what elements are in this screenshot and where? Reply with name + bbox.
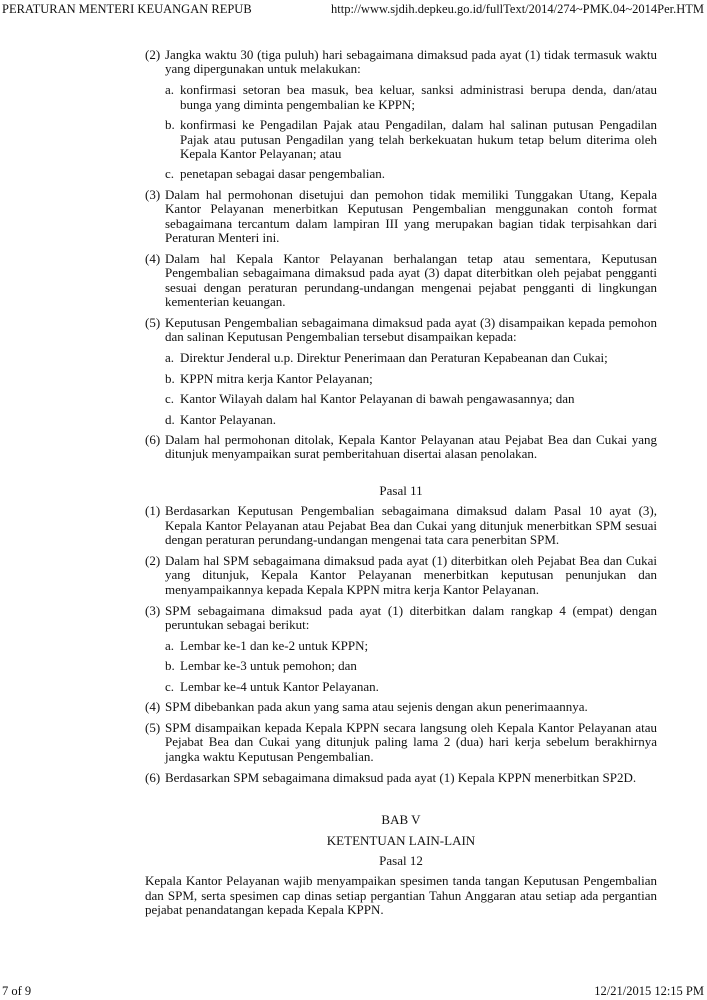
- ayat-6: [145, 433, 657, 462]
- ayat-3: [145, 604, 657, 633]
- sub-item-d: [165, 413, 657, 427]
- ayat-text: Dalam hal permohonan ditolak, Kepala Kantor Pelayanan atau Pejabat Bea dan Cukai yang ditunjuk menyampaikan surat pemberitahuan disertai alasan penolakan.: [165, 431, 657, 462]
- ayat-text: SPM sebagaimana dimaksud pada ayat (1) diterbitkan dalam rangkap 4 (empat) dengan peruntukan sebagai berikut:: [165, 602, 657, 632]
- sub-item-letter: b.: [165, 658, 175, 674]
- sub-item-text: konfirmasi setoran bea masuk, bea keluar, sanksi administrasi berupa denda, dan/atau bunga yang diminta pengembalian ke KPPN;: [180, 82, 657, 112]
- sub-item-letter: b.: [165, 370, 175, 386]
- sub-item-b: [165, 372, 657, 386]
- sub-item-text: Lembar ke-1 dan ke-2 untuk KPPN;: [180, 637, 369, 653]
- sub-item-c: [165, 392, 657, 406]
- sub-item-text: penetapan sebagai dasar pengembalian.: [180, 166, 386, 182]
- sub-item-letter: a.: [165, 350, 175, 366]
- document-body: [145, 48, 657, 918]
- sub-item-letter: a.: [165, 637, 175, 653]
- sub-item-c: [165, 167, 657, 181]
- sub-item-letter: a.: [165, 82, 175, 98]
- sub-item-c: [165, 680, 657, 694]
- sub-item-text: KPPN mitra kerja Kantor Pelayanan;: [180, 370, 373, 386]
- ayat-number: (2): [145, 47, 161, 62]
- ayat-text: Dalam hal SPM sebagaimana dimaksud pada ayat (1) diterbitkan oleh Pejabat Bea dan Cukai yang ditunjuk, Kepala Kantor Pelayanan menerbitkan keputusan penunjukan dan menyampaikannya kepada Kepala KPPN mitra kerja Kantor Pelayanan.: [165, 552, 657, 597]
- ayat-2: [145, 554, 657, 597]
- sub-item-text: Kantor Wilayah dalam hal Kantor Pelayanan di bawah pengawasannya; dan: [180, 391, 575, 407]
- ayat-text: Dalam hal Kepala Kantor Pelayanan berhalangan tetap atau sementara, Keputusan Pengembalian sebagaimana dimaksud pada ayat (3) dapat diterbitkan oleh pejabat pengganti sesuai dengan peraturan perundang-undangan mengenai pejabat pengganti di lingkungan kementerian keuangan.: [165, 250, 657, 310]
- sub-item-b: [165, 118, 657, 161]
- ayat-number: (1): [145, 503, 161, 519]
- ayat-2: [145, 48, 657, 77]
- ayat-number: (2): [145, 552, 161, 568]
- ayat-1: [145, 504, 657, 547]
- bab-heading: BAB V: [381, 812, 421, 828]
- page-header-url: http://www.sjdih.depkeu.go.id/fullText/2014/274~PMK.04~2014Per.HTM: [331, 2, 704, 16]
- ayat-number: (3): [145, 186, 161, 202]
- ayat-3: [145, 188, 657, 246]
- ayat-5: [145, 721, 657, 764]
- ayat-text: Berdasarkan Keputusan Pengembalian sebagaimana dimaksud dalam Pasal 10 ayat (3), Kepala Kantor Pelayanan atau Pejabat Bea dan Cukai yang ditunjuk menerbitkan SPM sesuai dengan peraturan perundang-undangan mengenai tata cara penerbitan SPM.: [165, 503, 657, 547]
- ayat-text: SPM dibebankan pada akun yang sama atau sejenis dengan akun penerimaannya.: [165, 699, 588, 715]
- page-footer-datetime: 12/21/2015 12:15 PM: [594, 984, 704, 998]
- sub-item-letter: d.: [165, 411, 175, 427]
- sub-item-a: [165, 83, 657, 112]
- page-footer-page-number: 7 of 9: [2, 984, 32, 998]
- pasal-12-heading: Pasal 12: [379, 852, 423, 868]
- ayat-text: Berdasarkan SPM sebagaimana dimaksud pada ayat (1) Kepala KPPN menerbitkan SP2D.: [165, 769, 637, 785]
- sub-item-text: Lembar ke-4 untuk Kantor Pelayanan.: [180, 678, 379, 694]
- sub-item-letter: c.: [165, 391, 175, 407]
- sub-item-letter: c.: [165, 166, 175, 182]
- sub-item-b: [165, 659, 657, 673]
- ayat-text: Dalam hal permohonan disetujui dan pemohon tidak memiliki Tunggakan Utang, Kepala Kantor Pelayanan menerbitkan Keputusan Pengembalian menggunakan contoh format sebagaimana tercantum dalam lampiran III yang merupakan bagian tidak terpisahkan dari Peraturan Menteri ini.: [165, 186, 657, 245]
- ayat-4: [145, 700, 657, 714]
- ayat-text: Keputusan Pengembalian sebagaimana dimaksud pada ayat (3) disampaikan kepada pemohon dan salinan Keputusan Pengembalian tersebut disampaikan kepada:: [165, 315, 657, 345]
- ayat-text: SPM disampaikan kepada Kepala KPPN secara langsung oleh Kepala Kantor Pelayanan atau Pejabat Bea dan Cukai yang ditunjuk paling lama 2 (dua) hari kerja sebelum berakhirnya jangka waktu Keputusan Pengembalian.: [165, 720, 657, 764]
- sub-item-text: Kantor Pelayanan.: [180, 411, 277, 427]
- ayat-6: [145, 771, 657, 785]
- ayat-number: (5): [145, 720, 161, 736]
- sub-item-a: [165, 639, 657, 653]
- sub-item-text: Direktur Jenderal u.p. Direktur Penerimaan dan Peraturan Kepabeanan dan Cukai;: [180, 350, 608, 366]
- page-header-title: PERATURAN MENTERI KEUANGAN REPUB: [2, 2, 252, 16]
- ayat-text: Jangka waktu 30 (tiga puluh) hari sebagaimana dimaksud pada ayat (1) tidak termasuk waktu yang dipergunakan untuk melakukan:: [165, 47, 657, 77]
- ayat-number: (6): [145, 769, 161, 785]
- sub-item-letter: c.: [165, 678, 175, 694]
- ayat-number: (6): [145, 431, 161, 447]
- ayat-number: (3): [145, 602, 161, 618]
- bab-subtitle: KETENTUAN LAIN-LAIN: [326, 832, 476, 848]
- sub-item-text: Lembar ke-3 untuk pemohon; dan: [180, 658, 357, 674]
- sub-item-text: konfirmasi ke Pengadilan Pajak atau Pengadilan, dalam hal salinan putusan Pengadilan Pajak atau putusan Pengadilan yang telah berkekuatan hukum tetap belum diterima oleh Kepala Kantor Pelayanan; atau: [180, 117, 657, 161]
- ayat-4: [145, 252, 657, 310]
- sub-item-a: [165, 351, 657, 365]
- pasal-11-heading: Pasal 11: [379, 482, 423, 498]
- ayat-5: [145, 316, 657, 345]
- sub-item-letter: b.: [165, 117, 175, 133]
- ayat-number: (5): [145, 315, 161, 330]
- pasal-12-text: Kepala Kantor Pelayanan wajib menyampaikan spesimen tanda tangan Keputusan Pengembalian dan SPM, serta spesimen cap dinas setiap pergantian Tahun Anggaran atau setiap ada pergantian pejabat penandatangan kepada Kepala KPPN.: [145, 873, 657, 918]
- ayat-number: (4): [145, 250, 161, 266]
- ayat-number: (4): [145, 699, 161, 715]
